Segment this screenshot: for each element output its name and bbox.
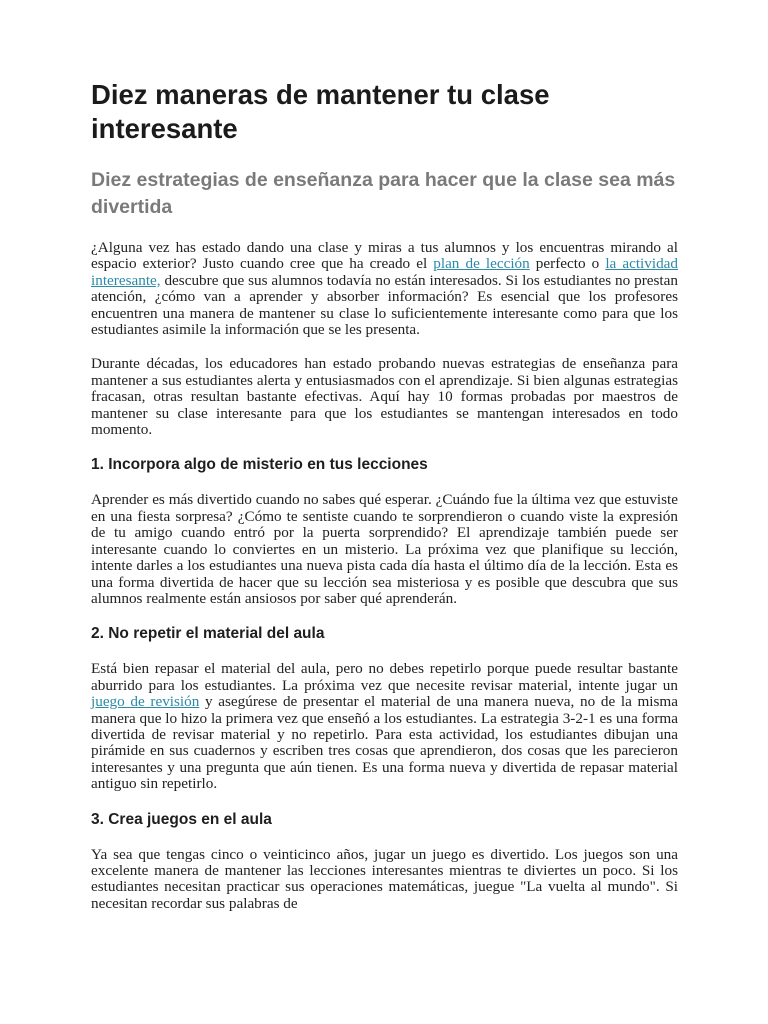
intro-text-1: ¿Alguna vez has estado dando una clase y miras a tus alumnos y los encuentras mirando al espacio exterior? Justo cuando cree que ha creado el <box>91 239 678 273</box>
intro-text-2: perfecto o <box>529 255 606 273</box>
section-2-text-2: y asegúrese de presentar el material de una manera nueva, no de la misma manera que lo hizo la primera vez que enseñó a los estudiantes. La estrategia 3-2-1 es una forma divertida de revisar material y no repetirlo. Para esta actividad, los estudiantes dibujan una pirámide en sus cuadernos y escriben tres cosas que aprendieron, dos cosas que les parecieron interesantes y una pregunta que aún tienen. Es una forma nueva y divertida de repasar material antiguo sin repetirlo. <box>91 693 678 793</box>
section-2-heading: 2. No repetir el material del aula <box>91 625 325 643</box>
section-2-text-1: Está bien repasar el material del aula, pero no debes repetirlo porque puede resultar bastante aburrido para los estudiantes. La próxima vez que necesite revisar material, intente jugar un <box>91 660 678 694</box>
section-1-heading: 1. Incorpora algo de misterio en tus lecciones <box>91 456 428 474</box>
section-3-body: Ya sea que tengas cinco o veinticinco años, jugar un juego es divertido. Los juegos son una excelente manera de mantener las lecciones interesantes mientras te diviertes un poco. Si los estudiantes necesitan practicar sus operaciones matemáticas, juegue "La vuelta al mundo". Si necesitan recordar sus palabras de <box>91 845 678 912</box>
section-1-body: Aprender es más divertido cuando no sabes qué esperar. ¿Cuándo fue la última vez que estuviste en una fiesta sorpresa? ¿Cómo te sentiste cuando te sorprendieron o cuando viste la expresión de tu amigo cuando entró por la puerta sorprendido? El aprendizaje también puede ser interesante cuando lo conviertes en un misterio. La próxima vez que planifique su lección, intente darles a los estudiantes una nueva pista cada día hasta el último día de la lección. Esta es una forma divertida de hacer que su lección sea misteriosa y es posible que descubra que sus alumnos realmente están ansiosos por saber qué aprenderán. <box>91 491 678 607</box>
intro-paragraph <box>91 240 678 338</box>
paragraph-2: Durante décadas, los educadores han estado probando nuevas estrategias de enseñanza para mantener a sus estudiantes alerta y entusiasmados con el aprendizaje. Si bien algunas estrategias fracasan, otras resultan bastante efectivas. Aquí hay 10 formas probadas por maestros de mantener su clase interesante para que los estudiantes se mantengan interesados en todo momento. <box>91 355 678 439</box>
page-title: Diez maneras de mantener tu clase interesante <box>91 79 550 144</box>
review-game-link[interactable]: juego de revisión <box>91 693 200 711</box>
interesting-activity-link[interactable]: la actividad interesante, <box>91 255 679 289</box>
lesson-plan-link[interactable]: plan de lección <box>433 255 530 273</box>
section-3-heading: 3. Crea juegos en el aula <box>91 810 272 828</box>
intro-text-3: descubre que sus alumnos todavía no están interesados. Si los estudiantes no prestan atención, ¿cómo van a aprender y absorber información? Es esencial que los profesores encuentren una manera de mantener su clase lo suficientemente interesante como para que los estudiantes asimile la información que se les presenta. <box>91 271 678 339</box>
section-2-body <box>91 661 678 792</box>
page-subtitle: Diez estrategias de enseñanza para hacer que la clase sea más divertida <box>91 169 676 218</box>
